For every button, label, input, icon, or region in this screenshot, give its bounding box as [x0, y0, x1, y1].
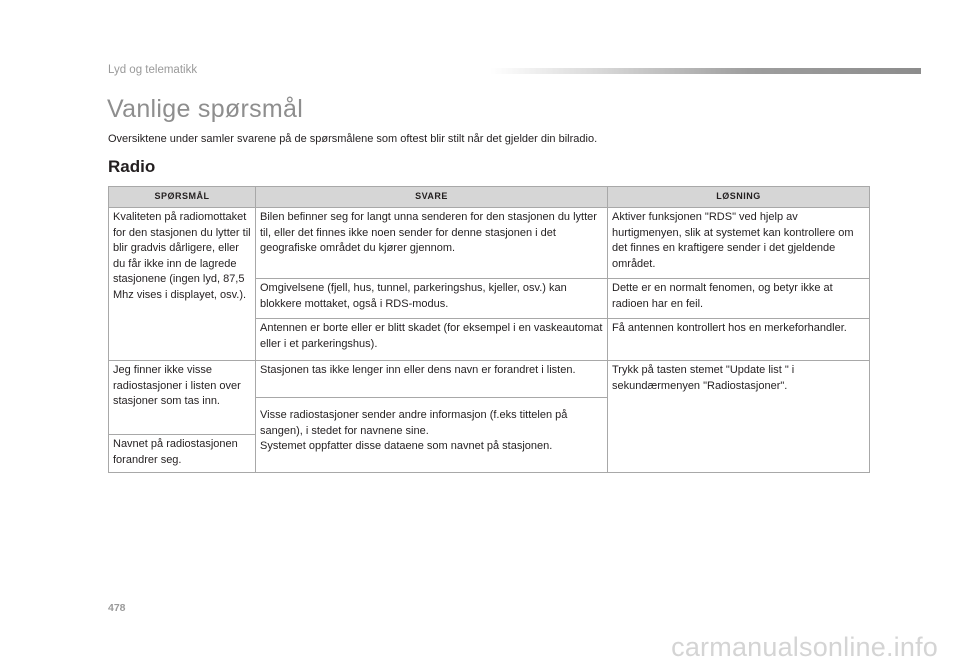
- intro-text: Oversiktene under samler svarene på de spørsmålene som oftest blir stilt når det gjelder din bilradio.: [108, 133, 598, 145]
- page-title: Vanlige spørsmål: [107, 95, 304, 123]
- question-cell: Kvaliteten på radiomottaket for den stasjonen du lytter til blir gradvis dårligere, eller du får ikke inn de lagrede stasjonene (ingen lyd, 87,5 Mhz vises i displayet, osv.).: [109, 208, 256, 361]
- table-row: [109, 361, 870, 398]
- solution-cell: Trykk på tasten stemet "Update list " i sekundærmenyen "Radiostasjoner".: [608, 361, 870, 473]
- column-header-answer: SVARE: [256, 187, 608, 208]
- solution-cell: Aktiver funksjonen "RDS" ved hjelp av hurtigmenyen, slik at systemet kan kontrollere om det finnes en kraftigere sender i det gjeldende området.: [608, 208, 870, 279]
- question-cell: Jeg finner ikke visse radiostasjoner i listen over stasjoner som tas inn.: [109, 361, 256, 435]
- faq-table: [108, 186, 870, 473]
- section-title: Radio: [108, 157, 156, 176]
- answer-cell: Bilen befinner seg for langt unna senderen for den stasjonen du lytter til, eller det finnes ikke noen sender for denne stasjonen i det geografiske området du kjører gjennom.: [256, 208, 608, 279]
- header-gradient-bar: [490, 68, 921, 74]
- watermark: carmanualsonline.info: [671, 632, 938, 662]
- solution-cell: Få antennen kontrollert hos en merkeforhandler.: [608, 319, 870, 361]
- solution-cell: Dette er en normalt fenomen, og betyr ikke at radioen har en feil.: [608, 279, 870, 319]
- section-label: Lyd og telematikk: [108, 64, 198, 76]
- answer-cell: Omgivelsene (fjell, hus, tunnel, parkeringshus, kjeller, osv.) kan blokkere mottaket, også i RDS-modus.: [256, 279, 608, 319]
- column-header-question: SPØRSMÅL: [109, 187, 256, 208]
- table-header-row: [109, 187, 870, 208]
- question-cell: Navnet på radiostasjonen forandrer seg.: [109, 435, 256, 473]
- answer-cell: Stasjonen tas ikke lenger inn eller dens navn er forandret i listen.: [256, 361, 608, 398]
- answer-cell: Antennen er borte eller er blitt skadet (for eksempel i en vaskeautomat eller i et parkeringshus).: [256, 319, 608, 361]
- page-number: 478: [108, 602, 126, 614]
- answer-cell: Visse radiostasjoner sender andre informasjon (f.eks tittelen på sangen), i stedet for navnene sine. Systemet oppfatter disse dataene som navnet på stasjonen.: [256, 398, 608, 473]
- column-header-solution: LØSNING: [608, 187, 870, 208]
- table-row: [109, 208, 870, 279]
